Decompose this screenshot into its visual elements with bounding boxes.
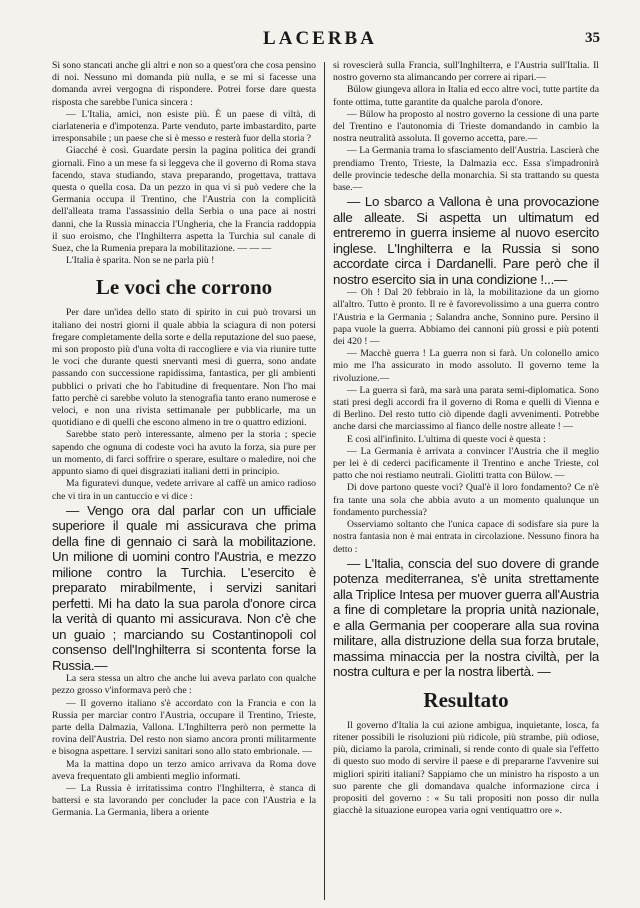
paragraph-emphasis: — L'Italia, conscia del suo dovere di grande potenza mediterranea, s'è unita strettamente alla Triplice Intesa per muover guerra all'Austria a fine di completare la propria unità nazionale, e alla Germania per cooperare alla sua rovina militare, alla distruzione della sua forza brutale, massima minaccia per la nostra civiltà, per la nostra cultura e per la nostra libertà. — bbox=[333, 555, 599, 680]
paragraph: — L'Italia, amici, non esiste più. È un paese di viltà, di ciarlateneria e d'impotenza. Parte venduto, parte imbastardito, parte irresponsabile ; un paese che si è messo e resterà fuor della storia ? bbox=[52, 108, 316, 145]
paragraph: Per dare un'idea dello stato di spirito in cui può trovarsi un italiano dei nostri giorni il quale abbia la sciagura di non potersi fregare completamente della sorte e della reputazione del suo paese, mi son proposto più d'una volta di raccogliere e via via riunire tutte le voci che durante questi snervanti mesi di guerra, sono andate passando con successione rapidissima, fantastica, per gli ambienti pubblici o privati che ho l'abitudine di frequentare. Non l'ho mai fatto perchè ci sarebbe voluto la stenografia tanto erano numerose e veloci, e non una rivista settimanale per pubblicarle, ma un quotidiano e di quelli che escono almeno in tre o quattro edizioni. bbox=[52, 307, 316, 429]
masthead: LACERBA bbox=[263, 28, 377, 49]
paragraph: — La Germania è arrivata a convincer l'Austria che il meglio per lei è di cederci pacificamente il Trentino e anche Trieste, col patto che noi restiamo neutrali. Giolitti tratta con Bülow. — bbox=[333, 445, 599, 482]
paragraph: Ma la mattina dopo un terzo amico arrivava da Roma dove aveva frequentato gli ambienti meglio informati. bbox=[52, 758, 316, 782]
paragraph: Sarebbe stato però interessante, almeno per la storia ; specie sapendo che ognuna di codeste voci ha avuto la forza, sia pure per un momento, di farci soffrire o sperare, esultare o maledire, noi che appunto siamo di quei disgraziati italiani detti in principio. bbox=[52, 429, 316, 478]
paragraph: Ma figuratevi dunque, vedete arrivare al caffè un amico radioso che vi tira in un cantuccio e vi dice : bbox=[52, 478, 316, 502]
page-number: 35 bbox=[585, 30, 600, 46]
paragraph: Di dove partono queste voci? Qual'è il loro fondamento? Ce n'è fra tante una sola che abbia avuto a un momento qualunque un fondamento purchessia? bbox=[333, 482, 599, 518]
paragraph: si rovescierà sulla Francia, sull'Inghilterra, e l'Austria sull'Italia. Il nostro governo sta alimancando per correre ai ripari.— bbox=[333, 60, 599, 84]
paragraph: Si sono stancati anche gli altri e non so a quest'ora che cosa pensino di noi. Nessuno mi domanda più nulla, e se mi si facesse una domanda avrei vergogna di rispondere. Potrei forse dare questa risposta che sarebbe l'unica sincera : bbox=[52, 60, 316, 108]
paragraph: — La Russia è irritatissima contro l'Inghilterra, è stanca di battersi e sta lavorando per concluder la pace con l'Austria e la Germania. La Germania, libera a oriente bbox=[52, 783, 316, 819]
section-heading: Le voci che corrono bbox=[95, 275, 273, 300]
paragraph-emphasis: — Vengo ora dal parlar con un ufficiale superiore il quale mi assicurava che prima della fine di gennaio ci sarà la mobilitazione. Un milione di uomini contro l'Austria, e mezzo milione contro la Turchia. L'esercito è preparato mirabilmente, i servizi sanitari perfetti. Mi ha dato la sua parola d'onore circa la verità di quanto mi assicurava. Non c'è che un guaio ; marciando su Costantinopoli col consenso dell'Inghilterra si scontenta forse la Russia.— bbox=[52, 502, 316, 673]
paragraph: L'Italia è sparita. Non se ne parla più ! bbox=[66, 255, 215, 267]
paragraph: E così all'infinito. L'ultima di queste voci è questa : bbox=[347, 433, 546, 445]
section-heading: Resultato bbox=[423, 687, 509, 712]
page-header bbox=[0, 28, 640, 52]
column-divider bbox=[324, 62, 325, 900]
paragraph: — Il governo italiano s'è accordato con la Francia e con la Russia per marciar contro l'Austria, occupare il Trentino, Trieste, parte della Dalmazia, Vallona. L'Inghilterra però non permette la rovina dell'Austria. Del resto non siamo ancora pronti militarmente e bisogna aspettare. I servizi sanitari sono allo stato embrionale. — bbox=[52, 697, 316, 758]
paragraph: Il governo d'Italia la cui azione ambigua, inquietante, losca, fa ritener possibili le risoluzioni più ridicole, più strambe, più odiose, più, diciamo la parola, criminali, si rende conto di quale sia l'effetto di questo suo modo di servire il paese e di prepararne l'avvenire sui migliori spiriti italiani? Sappiamo che un ministro ha risposto a un suo parente che gli domandava qualche informazione circa i propositi del governo : « Su tali propositi non posso dir nulla giacchè la situazione europea varia ogni ventiquattro ore ». bbox=[333, 719, 599, 817]
paragraph: — Bülow ha proposto al nostro governo la cessione di una parte del Trentino e l'autonomia di Trieste domandando in cambio la nostra neutralità assoluta. Il governo accetta, pare.— bbox=[333, 108, 599, 145]
paragraph: — Oh ! Dal 20 febbraio in là, la mobilitazione da un giorno all'altro. Tutto è pronto. Il re è favorevolissimo a una guerra contro l'Austria e la Germania ; Salandra anche, Sonnino pure. Persino il papa vuole la guerra. Abbiamo dei cannoni più grossi e più potenti dei 420 ! — bbox=[333, 287, 599, 348]
paragraph: — La guerra si farà, ma sarà una parata semi-diplomatica. Sono stati presi degli accordi fra il governo di Roma e quelli di Vienna e di Berlino. Del resto tutto ciò dipende dagli avvenimenti. Potrebbe anche darsi che marciassimo al fianco delle nostre alleate ! — bbox=[333, 384, 599, 433]
left-column bbox=[52, 60, 316, 902]
paragraph: Bülow giungeva allora in Italia ed ecco altre voci, tutte partite da fonte ottima, tutte garantite da qualche parola d'onore. bbox=[333, 84, 599, 108]
paragraph: Osserviamo soltanto che l'unica capace di sodisfare sia pure la nostra fantasia non è mai entrata in circolazione. Nessuno finora ha detto : bbox=[333, 519, 599, 555]
paragraph: La sera stessa un altro che anche lui aveva parlato con qualche pezzo grosso v'informava però che : bbox=[52, 673, 316, 697]
paragraph-emphasis: — Lo sbarco a Vallona è una provocazione alle alleate. Si aspetta un ultimatum ed entreremo in guerra insieme al nuovo esercito inglese. L'Inghilterra e la Russia si sono accordate circa i Dardanelli. Pare però che il nostro esercito sia in una condizione !...— bbox=[333, 194, 599, 287]
paragraph: — La Germania trama lo sfasciamento dell'Austria. Lascierà che prendiamo Trento, Trieste, la Dalmazia ecc. Essa s'impadronirà delle provincie tedesche della monarchia. Si sta trattando su questa base.— bbox=[333, 145, 599, 194]
right-column bbox=[333, 60, 599, 902]
paragraph: Giacché è così. Guardate persin la pagina politica dei grandi giornali. Fino a un mese fa si leggeva che il governo di Roma stava facendo, stava studiando, stava preparando, progettava, trattava questa o quella cosa. Da un pezzo in qua vi si può vedere che la Germania occupa il Trentino, che l'Austria con la complicità dell'alleata trama l'assassinio della Serbia o una pace ai nostri danni, che la Russia minaccia l'Ungheria, che la Francia raddoppia il suo eroismo, che l'Inghilterra aspetta la Turchia sul canale di Suez, che la Rumenia prepara la mobilitazione. — — — bbox=[52, 145, 316, 255]
paragraph: — Macchè guerra ! La guerra non si farà. Un colonello amico mio me l'ha assicurato in modo assoluto. Il governo teme la rivoluzione.— bbox=[333, 348, 599, 384]
